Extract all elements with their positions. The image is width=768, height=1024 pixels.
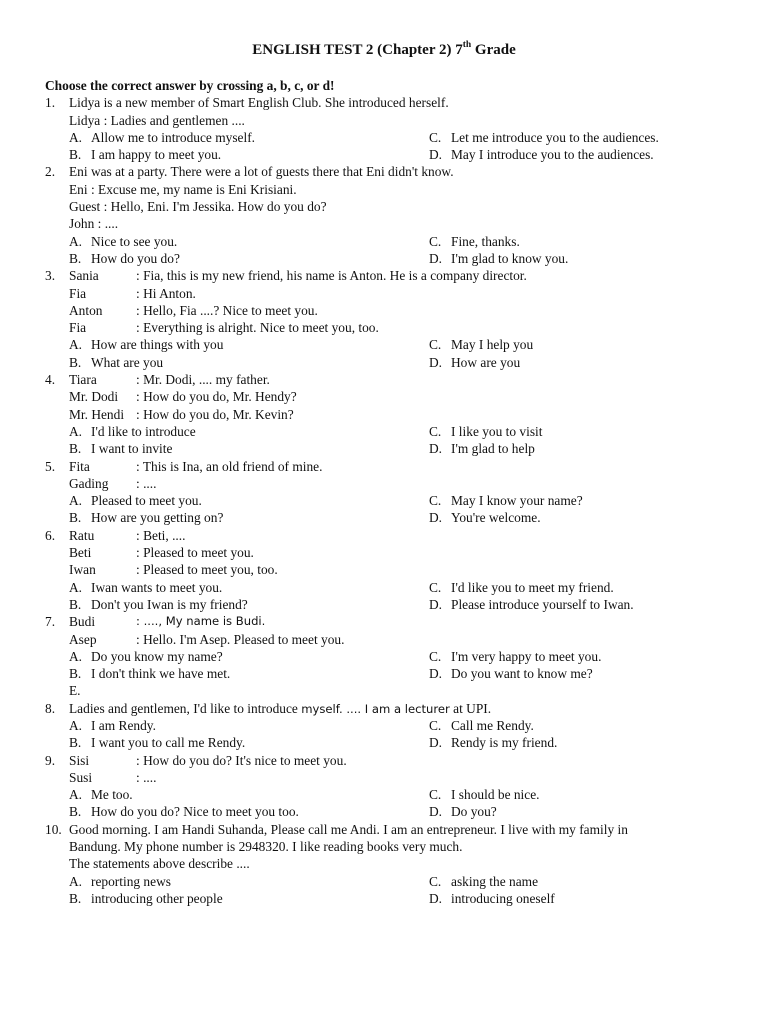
option-a[interactable] [69, 786, 133, 803]
option-letter: D. [429, 510, 443, 526]
option-d[interactable] [429, 665, 593, 682]
dialogue-text: : Mr. Dodi, .... my father. [136, 372, 270, 388]
dialogue-text: : How do you do, Mr. Kevin? [136, 406, 294, 422]
question-text-part: Ladies and gentlemen, I'd like to introduce [69, 700, 302, 716]
speaker-name: Budi [69, 614, 96, 630]
option-text: Nice to see you. [91, 233, 178, 249]
option-a[interactable] [69, 873, 171, 890]
question-text: Lidya is a new member of Smart English Club. She introduced herself. [69, 95, 449, 111]
option-d[interactable] [429, 250, 568, 267]
option-c[interactable] [429, 336, 533, 353]
option-letter: A. [69, 233, 83, 249]
question-6 [45, 527, 750, 544]
option-letter: D. [429, 804, 443, 820]
dialogue-line [45, 215, 750, 232]
option-text: Pleased to meet you. [91, 493, 202, 509]
option-a[interactable] [69, 233, 177, 250]
option-text: Rendy is my friend. [451, 735, 558, 751]
speaker-name: Anton [69, 302, 103, 318]
option-c[interactable] [429, 648, 601, 665]
question-8 [45, 700, 750, 717]
question-text-line [45, 855, 750, 872]
options-row [45, 717, 750, 734]
question-number: 8. [45, 700, 56, 716]
options-row [45, 146, 750, 163]
question-number: 9. [45, 752, 56, 768]
speaker-name: Tiara [69, 372, 97, 388]
option-text: How are you getting on? [91, 510, 224, 526]
question-number: 4. [45, 372, 56, 388]
option-text: Do you know my name? [91, 648, 223, 664]
option-a[interactable] [69, 717, 156, 734]
option-text: How are things with you [91, 337, 224, 353]
option-text: I should be nice. [451, 787, 540, 803]
speaker-name: Mr. Dodi [69, 389, 119, 405]
option-text: I am Rendy. [91, 717, 156, 733]
options-row [45, 803, 750, 820]
option-letter: D. [429, 147, 443, 163]
option-letter: C. [429, 493, 442, 509]
dialogue-text: : .... [136, 475, 157, 491]
question-text: Good morning. I am Handi Suhanda, Please call me Andi. I am an entrepreneur. I live with my family in [69, 821, 628, 837]
option-d[interactable] [429, 734, 557, 751]
dialogue-line [45, 561, 750, 578]
question-text: Bandung. My phone number is 2948320. I like reading books very much. [69, 839, 463, 855]
dialogue-line [45, 406, 750, 423]
dialogue-text: : Everything is alright. Nice to meet you, too. [136, 320, 379, 336]
question-4 [45, 371, 750, 388]
option-text: I want to invite [91, 441, 173, 457]
question-number: 1. [45, 95, 56, 111]
options-row [45, 129, 750, 146]
options-row [45, 786, 750, 803]
option-letter: D. [429, 666, 443, 682]
option-letter: B. [69, 510, 82, 526]
options-row [45, 336, 750, 353]
option-letter: C. [429, 717, 442, 733]
question-text-line [45, 838, 750, 855]
option-text: I don't think we have met. [91, 666, 231, 682]
dialogue-line [45, 112, 750, 129]
question-5 [45, 458, 750, 475]
option-letter: A. [69, 337, 83, 353]
page-title [0, 38, 768, 59]
option-a[interactable] [69, 423, 196, 440]
options-row [45, 440, 750, 457]
option-letter: A. [69, 787, 83, 803]
option-d[interactable] [429, 440, 535, 457]
question-10 [45, 821, 750, 838]
option-letter: A. [69, 493, 83, 509]
option-a[interactable] [69, 579, 222, 596]
option-text: How do you do? Nice to meet you too. [91, 804, 299, 820]
option-text: May I introduce you to the audiences. [451, 147, 654, 163]
dialogue-text: : Hi Anton. [136, 285, 196, 301]
option-letter: C. [429, 337, 442, 353]
question-text: Eni was at a party. There were a lot of guests there that Eni didn't know. [69, 164, 454, 180]
option-text: Call me Rendy. [451, 717, 534, 733]
option-text: Do you want to know me? [451, 666, 593, 682]
dialogue-line [45, 388, 750, 405]
option-letter: B. [69, 441, 82, 457]
option-e[interactable] [69, 682, 81, 699]
option-letter: B. [69, 596, 82, 612]
question-2 [45, 163, 750, 180]
option-c[interactable] [429, 233, 520, 250]
option-text: What are you [91, 354, 164, 370]
option-b[interactable] [69, 250, 180, 267]
speaker-name: Mr. Hendi [69, 406, 125, 422]
dialogue-text: : How do you do? It's nice to meet you. [136, 752, 347, 768]
option-b[interactable] [69, 354, 163, 371]
options-row [45, 596, 750, 613]
option-text: I want you to call me Rendy. [91, 735, 246, 751]
option-letter: D. [429, 354, 443, 370]
option-letter: E. [69, 683, 81, 699]
dialogue-text: Guest : Hello, Eni. I'm Jessika. How do you do? [69, 199, 327, 215]
option-letter: A. [69, 873, 83, 889]
speaker-name: Fia [69, 320, 87, 336]
option-b[interactable] [69, 596, 248, 613]
question-number: 6. [45, 527, 56, 543]
dialogue-text: Lidya : Ladies and gentlemen .... [69, 112, 245, 128]
dialogue-text: : Pleased to meet you, too. [136, 562, 278, 578]
option-text: I'm very happy to meet you. [451, 648, 602, 664]
options-row [45, 579, 750, 596]
option-letter: A. [69, 717, 83, 733]
option-text: introducing oneself [451, 890, 555, 906]
dialogue-text: Eni : Excuse me, my name is Eni Krisiani. [69, 181, 297, 197]
dialogue-text: : ...., My name is Budi. [136, 614, 266, 629]
option-c[interactable] [429, 873, 538, 890]
option-text: May I help you [451, 337, 534, 353]
option-c[interactable] [429, 492, 583, 509]
dialogue-text: : Hello. I'm Asep. Pleased to meet you. [136, 631, 345, 647]
dialogue-line [45, 302, 750, 319]
option-text: I am happy to meet you. [91, 147, 222, 163]
dialogue-line [45, 475, 750, 492]
speaker-name: Beti [69, 545, 92, 561]
dialogue-line [45, 631, 750, 648]
option-a[interactable] [69, 129, 255, 146]
option-text: introducing other people [91, 890, 223, 906]
option-c[interactable] [429, 579, 614, 596]
dialogue-text: John : .... [69, 216, 119, 232]
option-a[interactable] [69, 648, 223, 665]
option-letter: C. [429, 873, 442, 889]
option-letter: B. [69, 735, 82, 751]
question-number: 3. [45, 268, 56, 284]
speaker-name: Ratu [69, 527, 95, 543]
dialogue-text: : This is Ina, an old friend of mine. [136, 458, 323, 474]
option-text: Iwan wants to meet you. [91, 579, 223, 595]
option-letter: B. [69, 666, 82, 682]
option-letter: D. [429, 441, 443, 457]
question-3 [45, 267, 750, 284]
option-c[interactable] [429, 423, 543, 440]
option-text: Me too. [91, 787, 133, 803]
dialogue-text: : How do you do, Mr. Hendy? [136, 389, 297, 405]
option-text: I'm glad to know you. [451, 250, 569, 266]
options-row [45, 492, 750, 509]
instruction: Choose the correct answer by crossing a, b, c, or d! [45, 78, 335, 93]
options-row [45, 354, 750, 371]
question-list [45, 77, 750, 907]
option-c[interactable] [429, 786, 540, 803]
speaker-name: Sania [69, 268, 99, 284]
dialogue-line [45, 285, 750, 302]
option-d[interactable] [429, 596, 634, 613]
option-text: asking the name [451, 873, 539, 889]
option-b[interactable] [69, 509, 223, 526]
option-letter: B. [69, 890, 82, 906]
option-d[interactable] [429, 146, 654, 163]
option-text: You're welcome. [451, 510, 541, 526]
option-text: Fine, thanks. [451, 233, 520, 249]
options-row [45, 682, 750, 699]
option-letter: D. [429, 890, 443, 906]
question-7 [45, 613, 750, 630]
option-letter: C. [429, 129, 442, 145]
option-d[interactable] [429, 803, 497, 820]
option-letter: D. [429, 250, 443, 266]
options-row [45, 873, 750, 890]
speaker-name: Asep [69, 631, 97, 647]
option-text: I'm glad to help [451, 441, 535, 457]
options-row [45, 423, 750, 440]
option-d[interactable] [429, 354, 520, 371]
question-text-part: myself. .... I am a lecturer [301, 701, 450, 716]
question-number: 7. [45, 614, 56, 630]
question-9 [45, 752, 750, 769]
dialogue-line [45, 769, 750, 786]
option-text: Allow me to introduce myself. [91, 129, 256, 145]
option-text: Please introduce yourself to Iwan. [451, 596, 634, 612]
options-row [45, 509, 750, 526]
option-letter: A. [69, 648, 83, 664]
option-letter: C. [429, 233, 442, 249]
option-b[interactable] [69, 146, 221, 163]
option-text: How are you [451, 354, 521, 370]
options-row [45, 233, 750, 250]
speaker-name: Fita [69, 458, 90, 474]
question-number: 2. [45, 164, 56, 180]
option-text: I'd like to introduce [91, 423, 196, 439]
option-letter: C. [429, 579, 442, 595]
option-b[interactable] [69, 440, 172, 457]
option-b[interactable] [69, 890, 223, 907]
dialogue-line [45, 198, 750, 215]
question-1 [45, 94, 750, 111]
option-b[interactable] [69, 665, 230, 682]
option-letter: C. [429, 787, 442, 803]
option-text: reporting news [91, 873, 171, 889]
title-superscript: th [462, 40, 472, 50]
question-text: The statements above describe .... [69, 856, 250, 872]
options-row [45, 665, 750, 682]
question-text [69, 700, 491, 718]
option-text: I like you to visit [451, 423, 543, 439]
title-text: ENGLISH TEST 2 (Chapter 2) 7 [252, 42, 463, 58]
option-d[interactable] [429, 509, 541, 526]
question-number: 5. [45, 458, 56, 474]
option-letter: C. [429, 423, 442, 439]
option-letter: B. [69, 354, 82, 370]
dialogue-line [45, 544, 750, 561]
option-text: How do you do? [91, 250, 180, 266]
option-letter: C. [429, 648, 442, 664]
option-text: May I know your name? [451, 493, 583, 509]
speaker-name: Susi [69, 769, 93, 785]
question-number: 10. [45, 821, 62, 837]
question-text-part: at UPI. [449, 700, 492, 716]
speaker-name: Sisi [69, 752, 90, 768]
dialogue-text: : Fia, this is my new friend, his name is Anton. He is a company director. [136, 268, 527, 284]
option-letter: A. [69, 423, 83, 439]
speaker-name: Iwan [69, 562, 96, 578]
option-b[interactable] [69, 803, 299, 820]
option-d[interactable] [429, 890, 555, 907]
option-letter: A. [69, 129, 83, 145]
options-row [45, 890, 750, 907]
option-letter: B. [69, 250, 82, 266]
speaker-name: Fia [69, 285, 87, 301]
options-row [45, 648, 750, 665]
option-text: Do you? [451, 804, 497, 820]
option-text: Don't you Iwan is my friend? [91, 596, 248, 612]
dialogue-text: : Hello, Fia ....? Nice to meet you. [136, 302, 318, 318]
option-a[interactable] [69, 336, 223, 353]
dialogue-text: : .... [136, 769, 157, 785]
dialogue-text: : Beti, .... [136, 527, 186, 543]
option-text: I'd like you to meet my friend. [451, 579, 614, 595]
options-row [45, 250, 750, 267]
option-letter: D. [429, 735, 443, 751]
option-letter: B. [69, 147, 82, 163]
option-letter: D. [429, 596, 443, 612]
option-c[interactable] [429, 717, 534, 734]
option-text: Let me introduce you to the audiences. [451, 129, 659, 145]
title-text-end: Grade [471, 42, 516, 58]
speaker-name: Gading [69, 475, 109, 491]
option-letter: A. [69, 579, 83, 595]
option-c[interactable] [429, 129, 659, 146]
option-b[interactable] [69, 734, 245, 751]
option-letter: B. [69, 804, 82, 820]
dialogue-text: : Pleased to meet you. [136, 545, 254, 561]
dialogue-line [45, 319, 750, 336]
options-row [45, 734, 750, 751]
option-a[interactable] [69, 492, 202, 509]
dialogue-line [45, 181, 750, 198]
